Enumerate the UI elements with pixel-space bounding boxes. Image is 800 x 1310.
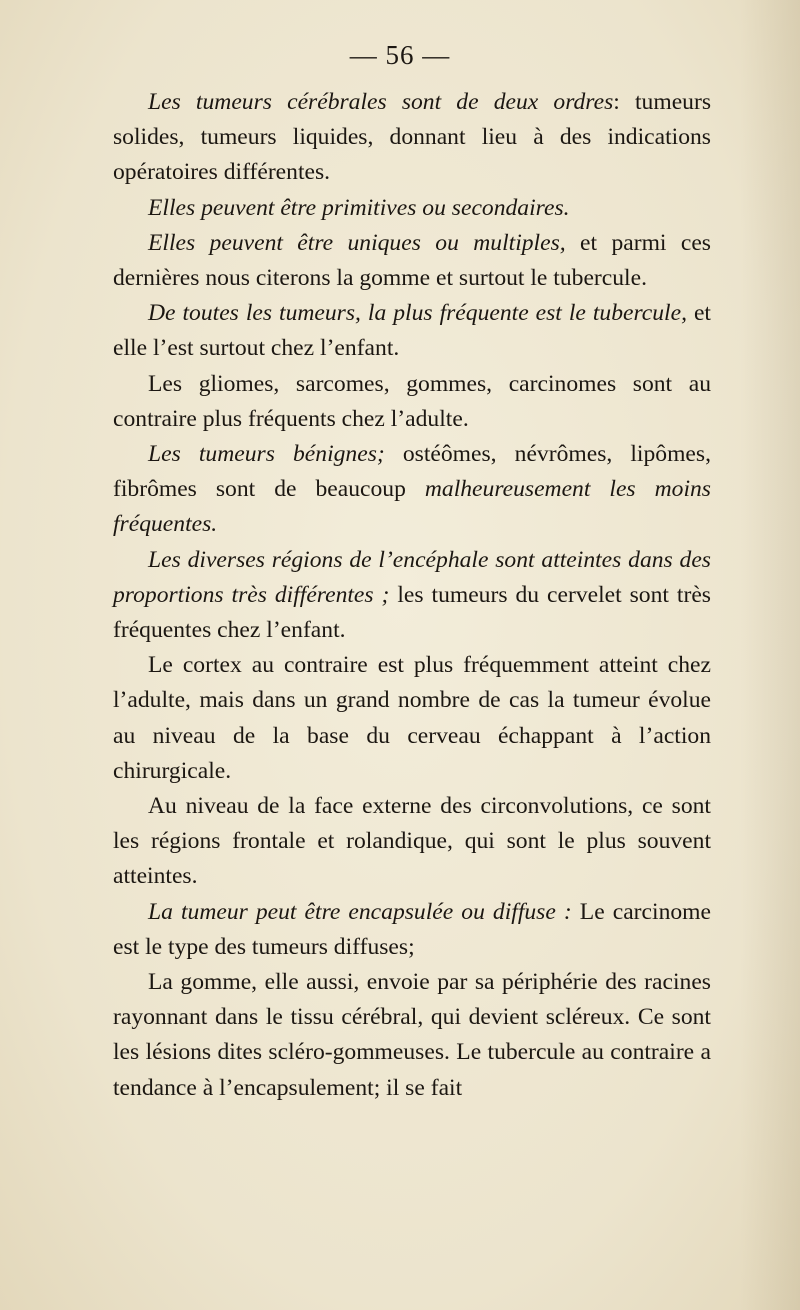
paragraph-2	[113, 191, 711, 226]
paragraph-10-text: Le carcinome est le type des tumeurs diffuses;	[113, 898, 711, 960]
paragraph-8-text: Le cortex au contraire est plus fréquemment atteint chez l’adulte, mais dans un grand nombre de cas la tumeur évolue au niveau de la base du cerveau échappant à l’action chirurgicale.	[113, 652, 711, 784]
paragraph-7-text: les tumeurs du cervelet sont très fréquentes chez l’enfant.	[113, 581, 711, 644]
paragraph-6-text: ostéômes, névrômes, lipômes, fibrômes sont de beaucoup	[113, 441, 711, 503]
paragraph-1-text: : tumeurs solides, tumeurs liquides, donnant lieu à des indications opératoires différentes.	[113, 89, 711, 186]
page-number: — 56 —	[349, 40, 451, 70]
paragraph-3-text: et parmi ces dernières nous citerons la gomme et surtout le tubercule.	[113, 229, 711, 292]
paragraph-11-text: La gomme, elle aussi, envoie par sa périphérie des racines rayonnant dans le tissu cérébral, qui devient scléreux. Ce sont les lésions dites scléro-gommeuses. Le tubercule au contraire a tendance à l’encapsulement; il se fait	[113, 969, 711, 1101]
paragraph-10-italic: La tumeur peut être encapsulée ou diffuse :	[148, 898, 572, 925]
page-edge-shadow	[740, 0, 800, 1310]
paragraph-1	[113, 85, 711, 191]
paragraph-1-italic: Les tumeurs cérébrales sont de deux ordres	[148, 89, 614, 115]
paragraph-5	[113, 367, 711, 437]
paragraph-10	[113, 895, 711, 965]
paragraph-3-italic: Elles peuvent être uniques ou multiples,	[148, 229, 566, 256]
paragraph-4-text: et elle l’est surtout chez l’enfant.	[113, 300, 711, 362]
paragraph-3	[113, 226, 711, 296]
paragraph-9-text: Au niveau de la face externe des circonvolutions, ce sont les régions frontale et rolandique, qui sont le plus souvent atteintes.	[113, 793, 711, 890]
paragraph-2-italic: Elles peuvent être primitives ou secondaires.	[148, 194, 570, 221]
paragraph-6	[113, 437, 711, 543]
paragraph-4	[113, 296, 711, 366]
paragraph-7	[113, 543, 711, 649]
paragraph-6-italic: Les tumeurs bénignes;	[148, 441, 385, 468]
paragraph-5-text: Les gliomes, sarcomes, gommes, carcinomes sont au contraire plus fréquents chez l’adulte.	[113, 370, 711, 432]
paragraph-8	[113, 648, 711, 789]
body-text	[113, 85, 711, 1106]
paragraph-7-italic: Les diverses régions de l’encéphale sont atteintes dans des proportions très différentes ;	[113, 546, 711, 608]
paragraph-6-italic-end: malheureusement les moins fréquentes.	[113, 476, 711, 538]
paragraph-4-italic: De toutes les tumeurs, la plus fréquente est le tubercule,	[148, 300, 687, 327]
paragraph-11	[113, 965, 711, 1106]
paragraph-9	[113, 789, 711, 895]
